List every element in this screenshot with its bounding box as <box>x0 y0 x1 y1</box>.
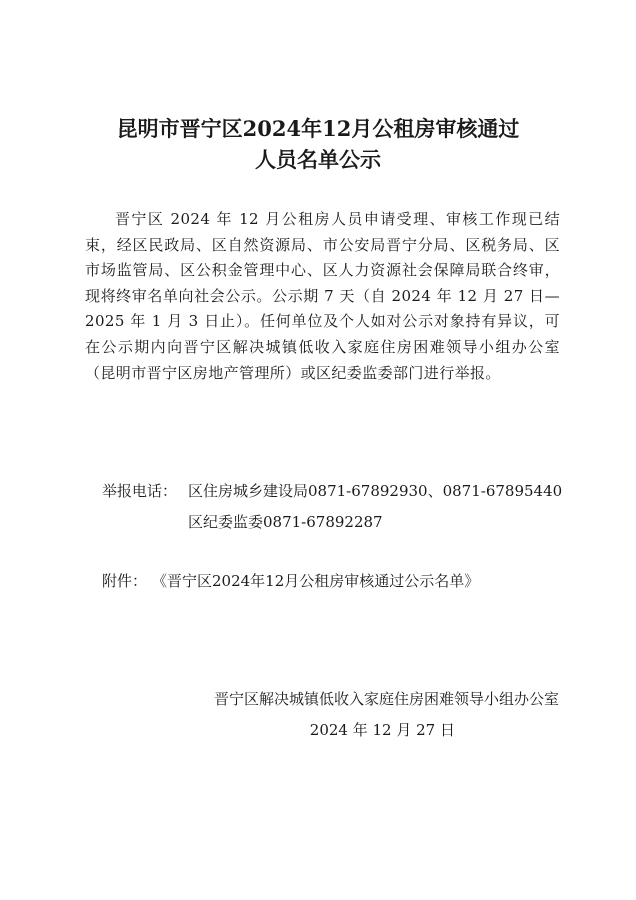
report-phone-row <box>102 480 562 502</box>
attachment-label: 附件： <box>102 572 148 590</box>
attachment-title: 《晋宁区2024年12月公租房审核通过公示名单》 <box>152 572 480 590</box>
page-title-line-2: 人员名单公示 <box>255 147 381 172</box>
page-title-line-1: 昆明市晋宁区2024年12月公租房审核通过 <box>116 116 520 141</box>
attachment-row <box>102 570 479 592</box>
signature-date: 2024 年 12 月 27 日 <box>309 721 455 739</box>
report-phone-housing-bureau: 区住房城乡建设局0871-67892930、0871-67895440 <box>188 482 563 500</box>
signature-organization: 晋宁区解决城镇低收入家庭住房困难领导小组办公室 <box>213 690 559 708</box>
report-phone-row-2 <box>188 511 383 533</box>
report-phone-discipline-commission: 区纪委监委0871-67892287 <box>188 513 383 531</box>
report-phone-label: 举报电话： <box>102 482 178 500</box>
notice-body-paragraph: 晋宁区 2024 年 12 月公租房人员申请受理、审核工作现已结束，经区民政局、区自然资源局、市公安局晋宁分局、区税务局、区市场监管局、区公积金管理中心、区人力资源社会保障局联合终审，现将终审名单向社会公示。公示期 7 天（自 2024 年 12 月 27 日—2025 年 1 月 3 日止）。任何单位及个人如对公示对象持有异议，可在公示期内向晋宁区解决城镇低收入家庭住房困难领导小组办公室（昆明市晋宁区房地产管理所）或区纪委监委部门进行举报。 <box>85 210 560 382</box>
